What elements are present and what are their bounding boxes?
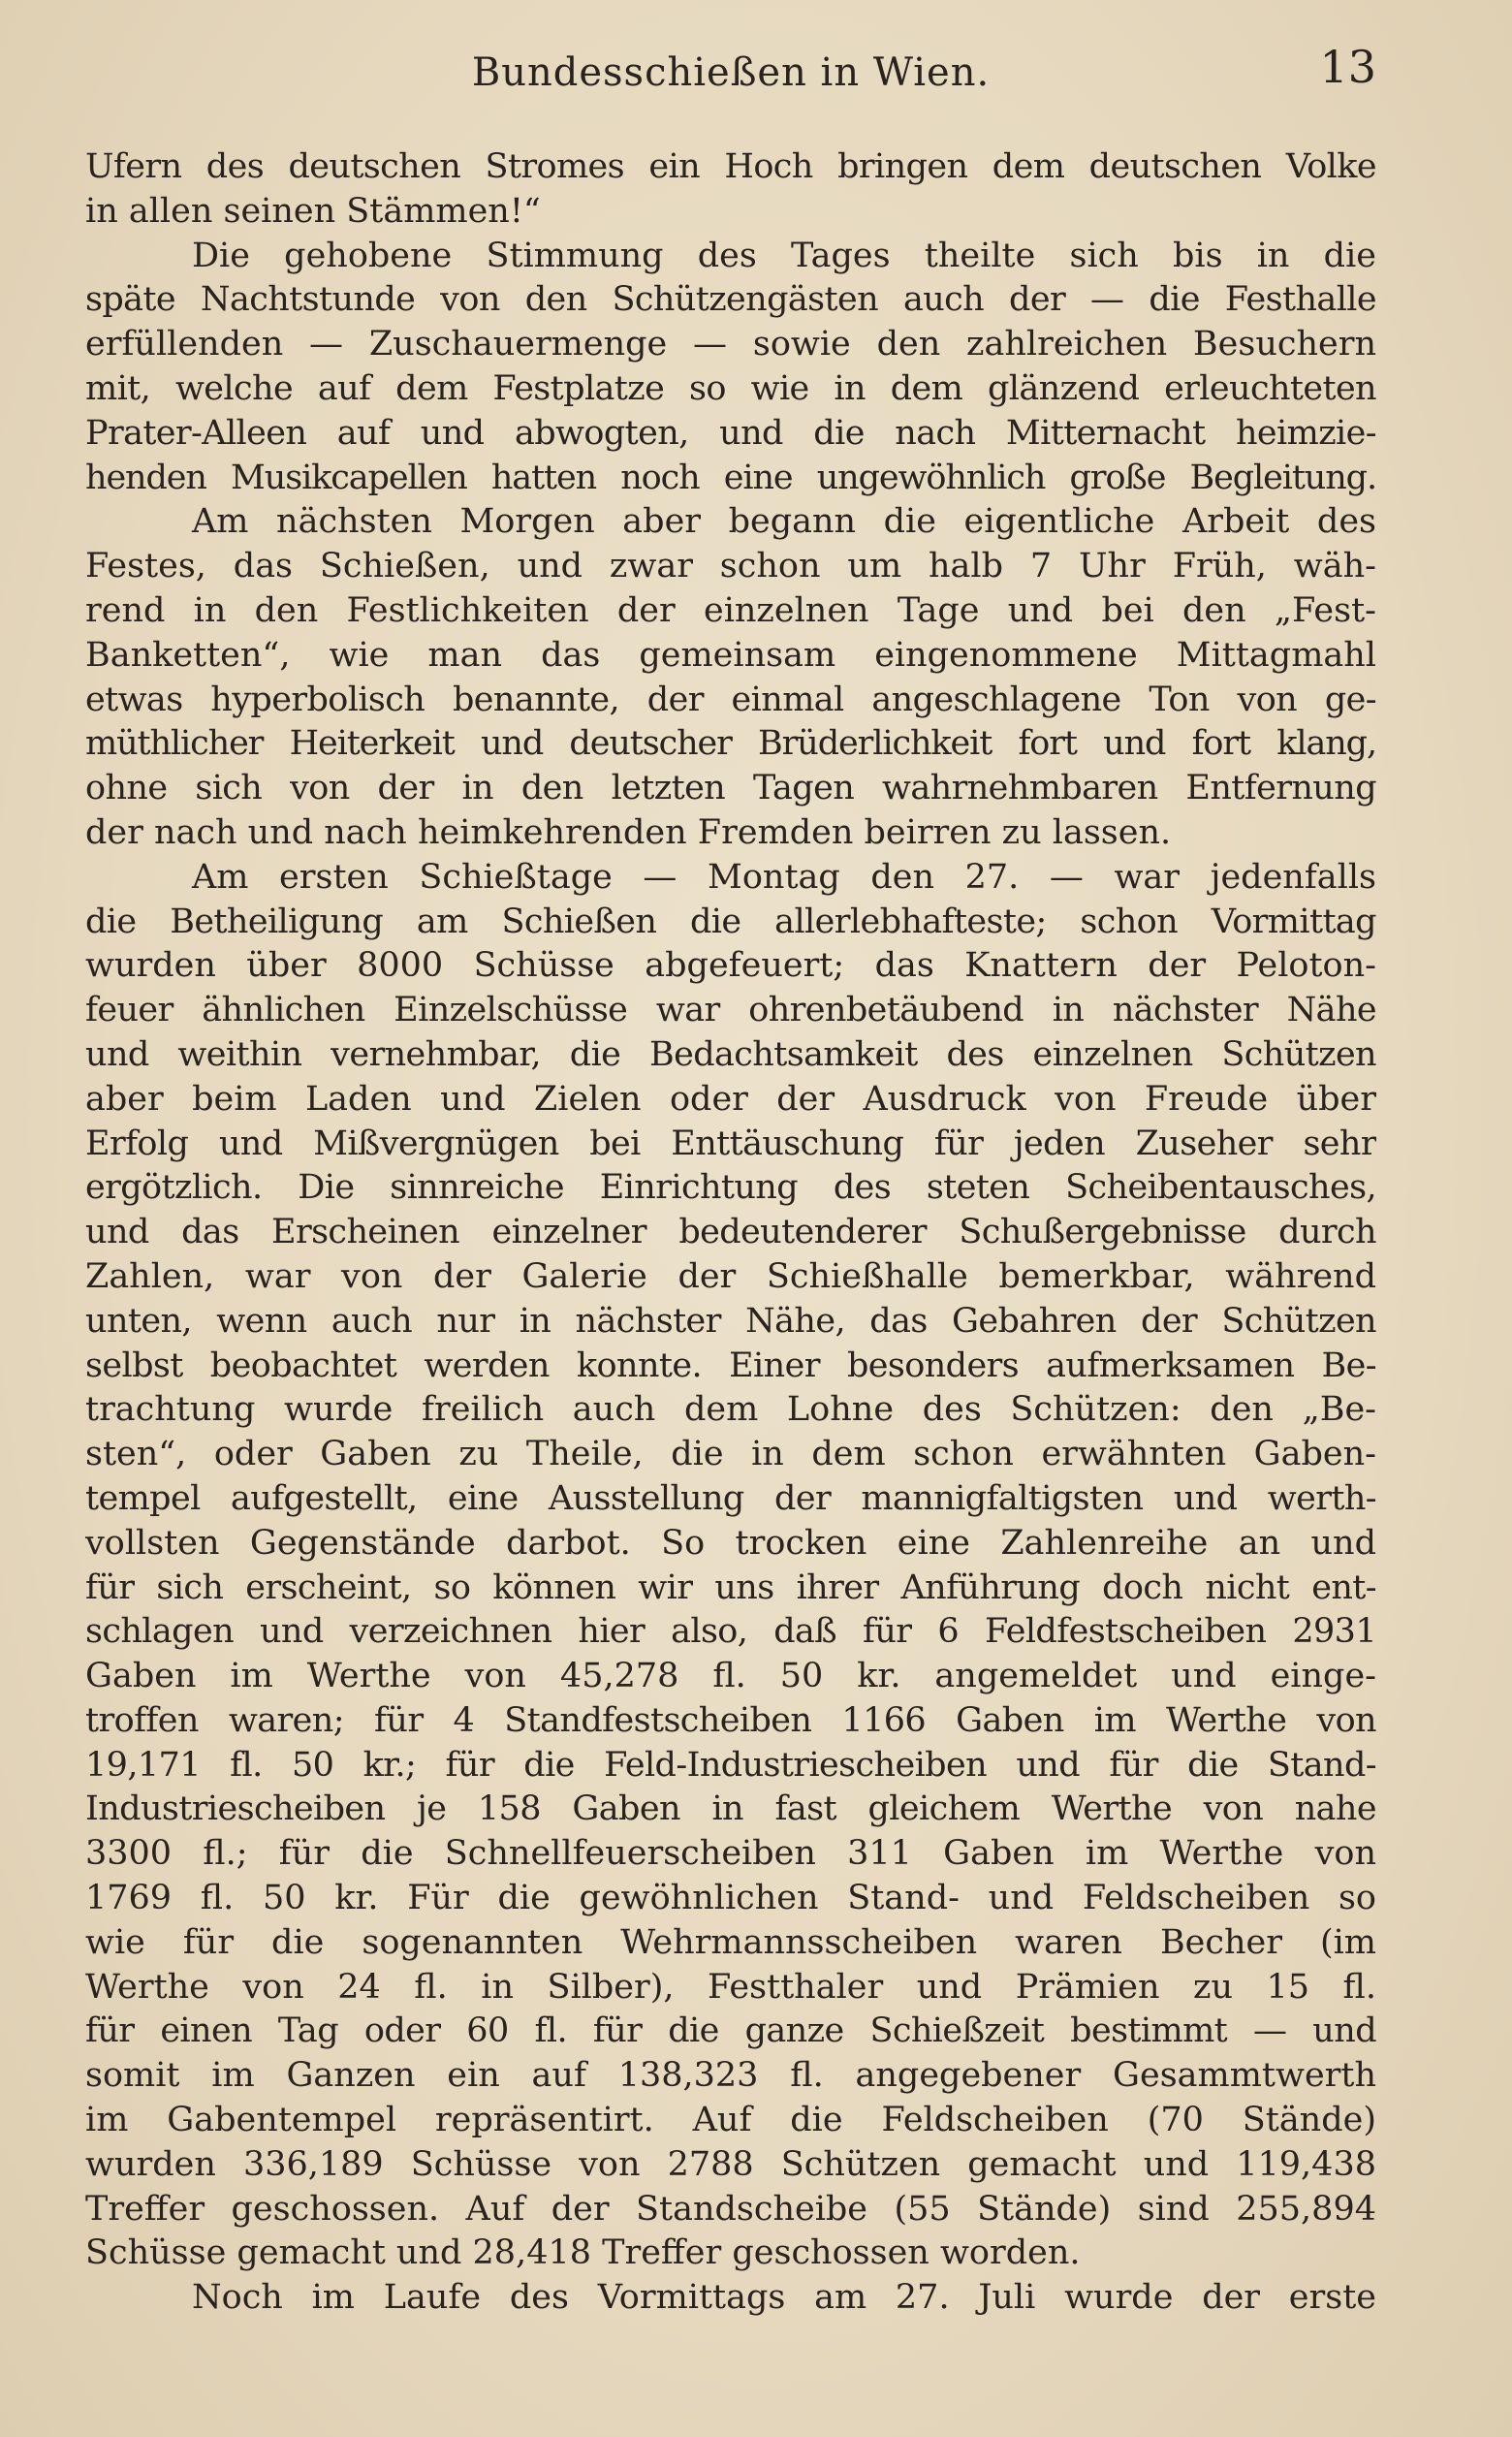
text-line: und das Erscheinen einzelner bedeutenderer Schußergebnisse durch xyxy=(85,1213,1376,1252)
text-line: Die gehobene Stimmung des Tages theilte sich bis in die xyxy=(192,236,1376,275)
text-line: sten“, oder Gaben zu Theile, die in dem schon erwähnten Gaben- xyxy=(85,1435,1376,1474)
page-header xyxy=(85,37,1376,114)
page-number: 13 xyxy=(1319,41,1376,93)
text-line: für sich erscheint, so können wir uns ihrer Anführung doch nicht ent- xyxy=(85,1567,1376,1607)
text-line: im Gabentempel repräsentirt. Auf die Feldscheiben (70 Stände) xyxy=(85,2101,1376,2140)
text-line: aber beim Laden und Zielen oder der Ausdruck von Freude über xyxy=(85,1079,1376,1119)
text-line: Zahlen, war von der Galerie der Schießhalle bemerkbar, während xyxy=(85,1256,1376,1296)
text-line: wurden 336,189 Schüsse von 2788 Schützen gemacht und 119,438 xyxy=(85,2144,1376,2184)
text-line: schlagen und verzeichnen hier also, daß für 6 Feldfestscheiben 2931 xyxy=(85,1612,1376,1652)
text-line: der nach und nach heimkehrenden Fremden beirren zu lassen. xyxy=(85,812,1172,852)
text-line: Prater-Alleen auf und abwogten, und die nach Mitternacht heimzie- xyxy=(85,413,1376,453)
text-line: wie für die sogenannten Wehrmannsscheiben waren Becher (im xyxy=(85,1922,1376,1962)
text-line: Noch im Laufe des Vormittags am 27. Juli wurde der erste xyxy=(192,2278,1376,2318)
text-line: die Betheiligung am Schießen die allerlebhafteste; schon Vormittag xyxy=(85,902,1376,941)
text-line: Industriescheiben je 158 Gaben in fast gleichem Werthe von nahe xyxy=(85,1789,1376,1829)
text-line: 19,171 fl. 50 kr.; für die Feld-Industriescheiben und für die Stand- xyxy=(85,1745,1376,1785)
body-text xyxy=(85,145,1376,2321)
text-line: ergötzlich. Die sinnreiche Einrichtung des steten Scheibentausches, xyxy=(85,1168,1376,1208)
text-line: für einen Tag oder 60 fl. für die ganze Schießzeit bestimmt — und xyxy=(85,2011,1376,2051)
text-line: troffen waren; für 4 Standfestscheiben 1166 Gaben im Werthe von xyxy=(85,1700,1376,1740)
text-line: Festes, das Schießen, und zwar schon um halb 7 Uhr Früh, wäh- xyxy=(85,547,1376,586)
text-line: Werthe von 24 fl. in Silber), Festthaler und Prämien zu 15 fl. xyxy=(85,1967,1376,2007)
text-line: etwas hyperbolisch benannte, der einmal angeschlagene Ton von ge- xyxy=(85,680,1376,719)
text-line: und weithin vernehmbar, die Bedachtsamkeit des einzelnen Schützen xyxy=(85,1034,1376,1074)
text-line: Erfolg und Mißvergnügen bei Enttäuschung für jeden Zuseher sehr xyxy=(85,1124,1376,1163)
text-line: späte Nachtstunde von den Schützengästen auch der — die Festhalle xyxy=(85,280,1376,320)
text-line: in allen seinen Stämmen!“ xyxy=(85,191,541,231)
text-line: vollsten Gegenstände darbot. So trocken eine Zahlenreihe an und xyxy=(85,1523,1376,1563)
text-line: tempel aufgestellt, eine Ausstellung der mannigfaltigsten und werth- xyxy=(85,1478,1376,1518)
text-line: müthlicher Heiterkeit und deutscher Brüderlichkeit fort und fort klang, xyxy=(85,724,1376,764)
text-line: Am ersten Schießtage — Montag den 27. — war jedenfalls xyxy=(192,857,1376,897)
text-line: feuer ähnlichen Einzelschüsse war ohrenbetäubend in nächster Nähe xyxy=(85,991,1376,1030)
text-line: 3300 fl.; für die Schnellfeuerscheiben 311 Gaben im Werthe von xyxy=(85,1834,1376,1874)
text-line: trachtung wurde freilich auch dem Lohne des Schützen: den „Be- xyxy=(85,1390,1376,1430)
text-line: selbst beobachtet werden konnte. Einer besonders aufmerksamen Be- xyxy=(85,1345,1376,1385)
text-line: rend in den Festlichkeiten der einzelnen Tage und bei den „Fest- xyxy=(85,590,1376,630)
text-line: ohne sich von der in den letzten Tagen wahrnehmbaren Entfernung xyxy=(85,769,1376,808)
text-line: unten, wenn auch nur in nächster Nähe, das Gebahren der Schützen xyxy=(85,1301,1376,1341)
text-line: erfüllenden — Zuschauermenge — sowie den zahlreichen Besuchern xyxy=(85,325,1376,364)
running-title: Bundesschießen in Wien. xyxy=(471,50,991,95)
text-line: wurden über 8000 Schüsse abgefeuert; das Knattern der Peloton- xyxy=(85,946,1376,986)
text-line: Ufern des deutschen Stromes ein Hoch bringen dem deutschen Volke xyxy=(85,147,1376,186)
text-line: Banketten“, wie man das gemeinsam eingenommene Mittagmahl xyxy=(85,635,1376,675)
text-line: Schüsse gemacht und 28,418 Treffer geschossen worden. xyxy=(85,2233,1081,2273)
text-line: Treffer geschossen. Auf der Standscheibe (55 Stände) sind 255,894 xyxy=(85,2189,1376,2229)
text-line: henden Musikcapellen hatten noch eine ungewöhnlich große Begleitung. xyxy=(85,458,1376,497)
text-line: mit, welche auf dem Festplatze so wie in dem glänzend erleuchteten xyxy=(85,368,1376,408)
text-line: Gaben im Werthe von 45,278 fl. 50 kr. angemeldet und einge- xyxy=(85,1657,1376,1696)
text-line: somit im Ganzen ein auf 138,323 fl. angegebener Gesammtwerth xyxy=(85,2056,1376,2096)
text-line: Am nächsten Morgen aber begann die eigentliche Arbeit des xyxy=(192,502,1376,542)
text-line: 1769 fl. 50 kr. Für die gewöhnlichen Stand- und Feldscheiben so xyxy=(85,1879,1376,1918)
